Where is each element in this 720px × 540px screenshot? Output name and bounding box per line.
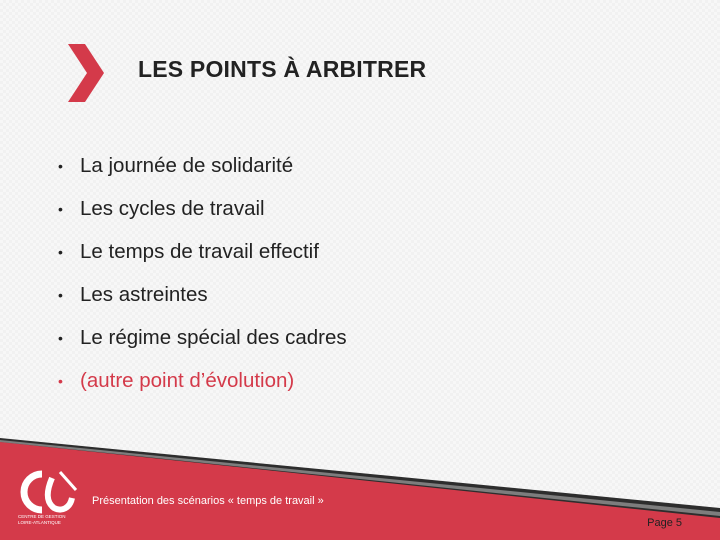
list-item <box>58 316 347 359</box>
bullet-icon: • <box>58 200 63 217</box>
list-item-highlighted <box>58 359 347 402</box>
cdg-logo-icon <box>16 468 84 526</box>
list-item <box>58 230 347 273</box>
bullet-icon: • <box>58 243 63 260</box>
bullet-icon: • <box>58 157 63 174</box>
footer-band <box>0 430 720 540</box>
slide-title: LES POINTS À ARBITRER <box>138 56 427 82</box>
bullet-icon: • <box>58 286 63 303</box>
page-number: Page 5 <box>647 517 682 529</box>
bullet-text: Les astreintes <box>80 282 208 306</box>
bullet-icon: • <box>58 329 63 346</box>
bullet-list <box>58 144 347 402</box>
list-item <box>58 187 347 230</box>
bullet-text: Le régime spécial des cadres <box>80 325 347 349</box>
bullet-text: Les cycles de travail <box>80 196 265 220</box>
footer-caption: Présentation des scénarios « temps de travail » <box>92 495 324 507</box>
list-item <box>58 144 347 187</box>
bullet-text: Le temps de travail effectif <box>80 239 319 263</box>
svg-text:CENTRE DE GESTION: CENTRE DE GESTION <box>18 514 66 519</box>
svg-text:LOIRE-ATLANTIQUE: LOIRE-ATLANTIQUE <box>18 520 61 525</box>
chevron-right-icon <box>68 44 104 102</box>
bullet-text: La journée de solidarité <box>80 153 294 177</box>
bullet-text: (autre point d’évolution) <box>80 368 295 392</box>
bullet-icon: • <box>58 372 63 389</box>
list-item <box>58 273 347 316</box>
